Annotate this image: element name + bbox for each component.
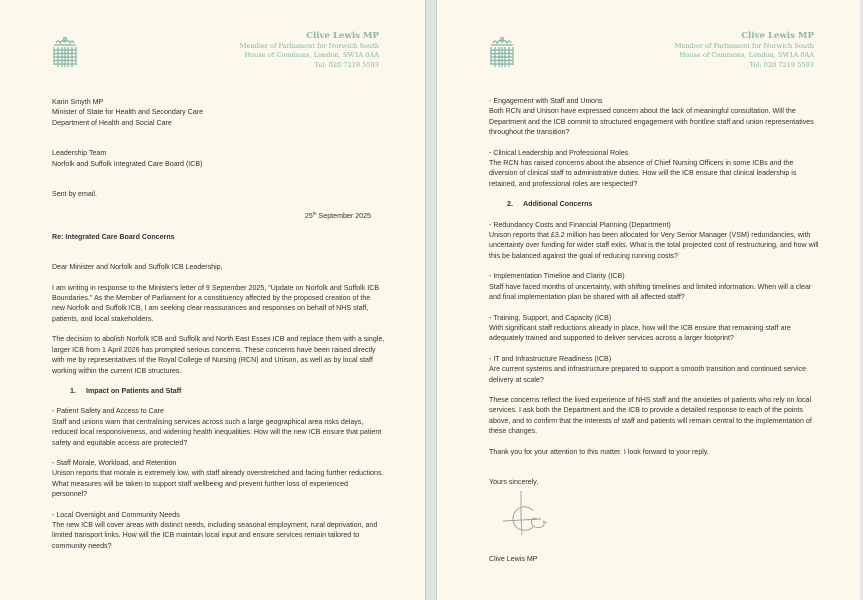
intro-paragraph: The decision to abolish Norfolk ICB and Suffolk and North East Essex ICB and replace them with a single, larger ICB from 1 April 2026 has prompted serious concerns. These concerns have been raised directly with me by representatives of the Royal College of Nursing (RCN) and Unison, as well as by local staff working within the current ICB structures. [52,335,385,375]
section-title: Impact on Patients and Staff [86,386,182,395]
letterhead-name: Clive Lewis MP [741,31,814,41]
date-suffix: th [312,211,317,217]
letterhead-line: Member of Parliament for Norwich South [239,42,379,50]
section-number: 2. [507,200,513,209]
sign-off: Yours sincerely, [489,477,539,486]
concern-heading: - IT and Infrastructure Readiness (ICB) [489,354,612,363]
recipient-line: Minister of State for Health and Secondary Care [52,108,204,117]
concern-heading: - Clinical Leadership and Professional Roles [489,148,629,157]
recipient-line: Leadership Team [52,149,107,158]
letterhead [240,31,379,70]
section-heading [52,386,385,396]
sent-by: Sent by email. [52,190,97,199]
concern-heading: - Patient Safety and Access to Care [52,407,164,416]
concern-text: With significant staff reductions already in place, how will the ICB ensure that remaining staff are adequately trained and supported to deliver services across a larger footprint? [489,323,791,343]
section-number: 1. [70,386,76,395]
letterhead-line: Tel: 020 7219 5593 [749,60,814,69]
portcullis-icon [50,36,80,70]
recipient-line: Department of Health and Social Care [52,118,172,127]
concern-heading: - Training, Support, and Capacity (ICB) [489,313,612,322]
closing-paragraph: Thank you for your attention to this matter. I look forward to your reply. [489,447,709,456]
letter-page-1 [0,0,425,600]
concern-text: Staff and unions warn that centralising services across such a large geographical area risks delays, reduced local responsiveness, and widening health inequalities. How will the new ICB ensure that patient safety and equitable access are protected? [52,417,382,447]
concern-text: Are current systems and infrastructure prepared to support a smooth transition and continued service delivery at scale? [489,365,807,384]
section-title: Additional Concerns [523,200,593,209]
concern-heading: - Redundancy Costs and Financial Planning (Department) [489,220,671,229]
section-heading [489,199,820,209]
date-day: 25 [304,212,313,221]
concern-text: Unison reports that £3.2 million has been allocated for Very Senior Manager (VSM) redundancies, with uncertainty over funding for wider staff exits. What is the total projected cost of restructuring, and how will this be balanced against the goal of reducing running costs? [489,231,819,260]
portcullis-icon [487,36,517,70]
letter-page-2 [437,0,860,600]
letterhead-line: Member of Parliament for Norwich South [674,42,814,50]
concern-text: Both RCN and Unison have expressed concern about the lack of meaningful consultation. Will the Department and the ICB commit to structured engagement with frontline staff and union representatives throughout the transition? [489,107,814,137]
signatory-name: Clive Lewis MP [489,554,538,563]
concern-heading: - Implementation Timeline and Clarity (ICB) [489,272,625,281]
letterhead-line: House of Commons, London, SW1A 0AA [679,51,814,60]
letter-body-page-1 [52,97,385,551]
signature-icon [497,489,567,544]
letter-subject: Re: Integrated Care Board Concerns [52,232,175,241]
letter-date [52,209,385,221]
intro-paragraph: I am writing in response to the Minister's letter of 9 September 2025, "Update on Norfolk and Suffolk ICB Boundaries." As the Member of Parliament for a constituency affected by the proposed creation of the new Norfolk and Suffolk ICB, I am seeking clear reassurances and responses on behalf of NHS staff, patients, and local stakeholders. [52,283,380,323]
letterhead-line: House of Commons, London, SW1A 0AA [244,51,379,60]
concern-heading: - Staff Morale, Workload, and Retention [52,458,177,467]
closing-paragraph: These concerns reflect the lived experience of NHS staff and the anxieties of patients who rely on local services. I ask both the Department and the ICB to provide a detailed response to each of the points above, and to confirm that the interests of staff and patients will remain central to the implementation of these changes. [489,395,812,436]
letter-body-page-2 [489,96,820,564]
recipient-line: Karin Smyth MP [52,98,104,106]
concern-heading: - Local Oversight and Community Needs [52,510,180,519]
concern-text: Unison reports that morale is extremely low, with staff already overstretched and facing further reductions. What measures will be taken to support staff wellbeing and prevent further loss of experienced personnel? [52,469,384,499]
salutation: Dear Minister and Norfolk and Suffolk ICB Leadership, [52,263,223,272]
concern-text: The RCN has raised concerns about the absence of Chief Nursing Officers in some ICBs and the diversion of clinical staff to administrative duties. How will the ICB ensure that clinical leadership is retained, and professional roles are respected? [489,159,797,188]
recipient-line: Norfolk and Suffolk Integrated Care Board (ICB) [52,159,203,168]
concern-heading: - Engagement with Staff and Unions [489,97,603,105]
page-gutter [425,0,437,600]
date-rest: September 2025 [316,212,371,221]
letterhead-line: Tel: 020 7219 5593 [314,60,379,69]
concern-text: The new ICB will cover areas with distinct needs, including seasonal employment, rural deprivation, and limited transport links. How will the ICB maintain local input and ensure services remain tailored to community needs? [52,520,378,550]
concern-text: Staff have faced months of uncertainty, with shifting timelines and limited information. When will a clear and final implementation plan be shared with all affected staff? [489,282,812,302]
letterhead [675,31,814,70]
letterhead-name: Clive Lewis MP [306,31,379,41]
